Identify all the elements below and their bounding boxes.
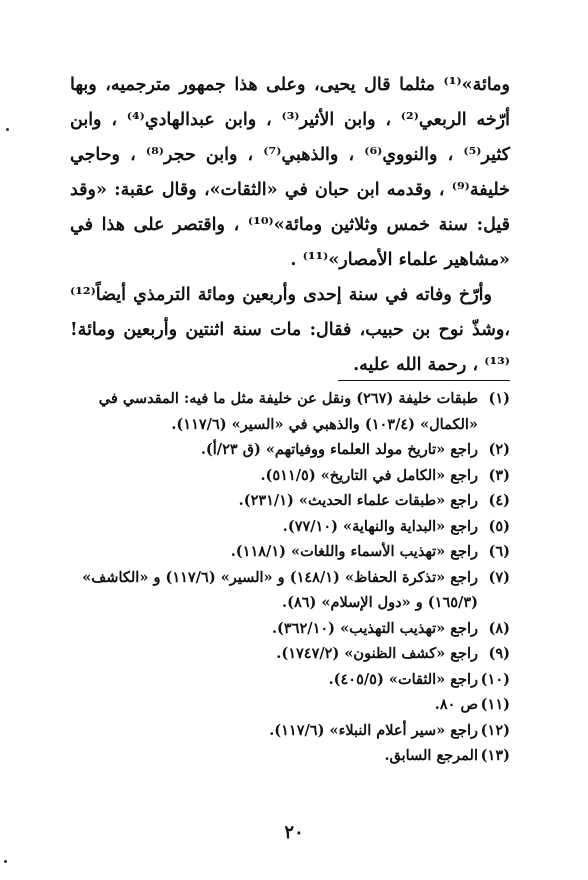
footnote-separator — [338, 380, 510, 381]
footnote-item — [70, 743, 510, 769]
footnote-text: راجع «سير أعلام النبلاء» (١١٧/٦). — [269, 721, 478, 739]
footnote-text: طبقات خليفة (٢٦٧) ونقل عن خليفة مثل ما فيه: المقدسي في «الكمال» (١٠٣/٤) والذهبي في «السير» (١١٧/٦). — [98, 390, 478, 433]
footnote-item — [70, 539, 510, 565]
footnote-item — [70, 437, 510, 463]
footnotes-list — [70, 386, 510, 769]
footnote-text: راجع «البداية والنهاية» (٧٧/١٠). — [282, 517, 478, 535]
footnote-number: (٦) — [488, 543, 510, 560]
footnote-number: (١١) — [480, 696, 510, 713]
footnote-text: راجع «الثقات» (٤٠٥/٥). — [328, 670, 478, 688]
footnote-number: (٥) — [488, 517, 510, 535]
footnote-text: راجع «طبقات علماء الحديث» (٢٣١/١). — [238, 492, 478, 509]
footnote-number: (٢) — [488, 441, 510, 458]
footnote-text: المرجع السابق. — [384, 747, 478, 764]
scan-speck — [4, 860, 7, 863]
footnote-item — [70, 616, 510, 642]
footnote-text: راجع «تاريخ مولد العلماء ووفياتهم» (ق ٢٣/أ). — [200, 441, 478, 458]
footnote-number: (١٣) — [480, 747, 510, 764]
scan-speck — [6, 128, 9, 131]
footnote-number: (١٢) — [480, 721, 510, 739]
paragraph-2: وأرّخ وفاته في سنة إحدى وأربعين ومائة الترمذي أيضاً⁽¹²⁾ ،وشذّ نوح بن حبيب، فقال: مات سنة اثنتين وأربعين ومائة!⁽¹³⁾ ، رحمة الله عليه. — [70, 285, 510, 375]
footnote-text: راجع «تهذيب التهذيب» (٣٦٢/١٠). — [271, 619, 478, 637]
footnote-item — [70, 514, 510, 540]
footnote-item — [70, 667, 510, 693]
footnote-item — [70, 692, 510, 718]
main-text — [70, 68, 510, 383]
footnote-number: (٨) — [488, 619, 510, 637]
footnote-number: (٤) — [488, 492, 510, 509]
footnote-item — [70, 565, 510, 616]
footnote-item — [70, 463, 510, 489]
footnote-text: راجع «تهذيب الأسماء واللغات» (١١٨/١). — [230, 543, 478, 560]
footnote-text: ص ٨٠. — [434, 696, 478, 713]
footnote-item — [70, 488, 510, 514]
footnote-text: راجع «تذكرة الحفاظ» (١٤٨/١) و «السير» (١١٧/٦) و «الكاشف» (١٦٥/٣) و «دول الإسلام» (٨٦). — [82, 568, 478, 611]
footnote-number: (١) — [488, 390, 510, 407]
footnote-item — [70, 718, 510, 744]
footnote-number: (٣) — [488, 466, 510, 484]
footnote-text: راجع «كشف الظنون» (١٧٤٧/٢). — [276, 645, 478, 662]
page-number: ٢٠ — [284, 822, 304, 843]
footnote-number: (٩) — [488, 645, 510, 662]
footnote-number: (١٠) — [480, 670, 510, 688]
footnote-number: (٧) — [488, 568, 510, 586]
footnote-item — [70, 386, 510, 437]
paragraph-1: ومائة»⁽¹⁾ مثلما قال يحيى، وعلى هذا جمهور مترجميه، وبها أرّخه الربعي⁽²⁾ ، وابن الأثير⁽³⁾ ، وابن عبدالهادي⁽⁴⁾ ، وابن كثير⁽⁵⁾ ، والنووي⁽⁶⁾ ، والذهبي⁽⁷⁾ ، وابن حجر⁽⁸⁾ ، وحاجي خليفة⁽⁹⁾ ، وقدمه ابن حبان في «الثقات»، وقال عقبة: «وقد قيل: سنة خمس وثلاثين ومائة»⁽¹⁰⁾ ، واقتصر على هذا في «مشاهير علماء الأمصار»⁽¹¹⁾ . — [70, 75, 510, 270]
footnote-item — [70, 641, 510, 667]
footnote-text: راجع «الكامل في التاريخ» (٥١١/٥). — [260, 466, 478, 484]
